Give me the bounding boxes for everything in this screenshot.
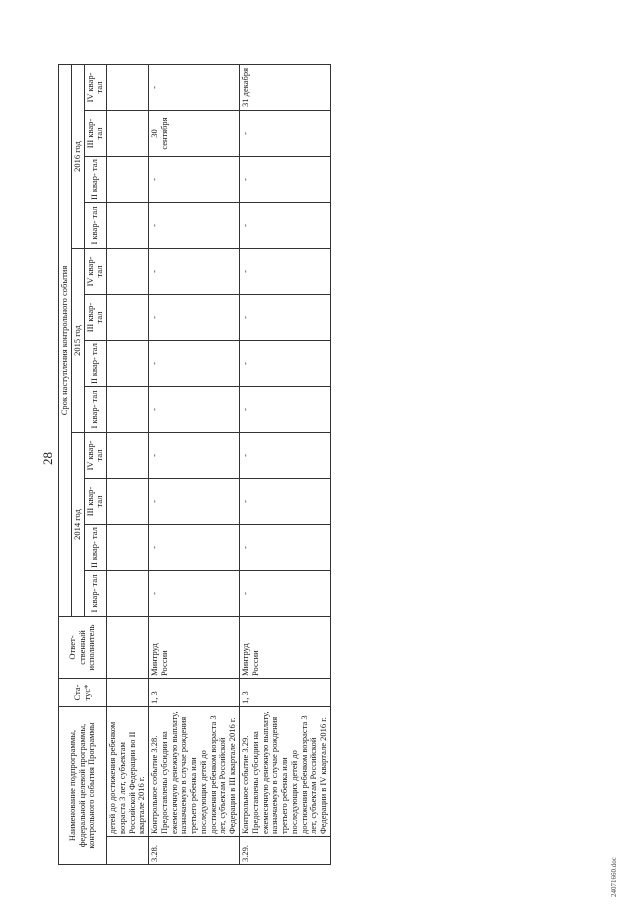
header-quarter: III квар- тал [84, 295, 107, 341]
deadline-cell: - [149, 249, 240, 295]
continuation-row [107, 65, 149, 865]
event-status: 1, 3 [149, 679, 240, 707]
header-responsible: Ответ- ственный исполнитель [59, 617, 107, 679]
continuation-text: детей до достижения ребенком возраста 3 лет, субъектам Российской Федерации во II квартале 2016 г. [107, 707, 149, 837]
header-quarter: I квар- тал [84, 571, 107, 617]
event-status: 1, 3 [240, 679, 331, 707]
header-quarter: I квар- тал [84, 203, 107, 249]
deadline-cell: - [149, 157, 240, 203]
deadline-cell: - [240, 203, 331, 249]
deadline-cell: - [240, 433, 331, 479]
deadline-cell: - [240, 341, 331, 387]
deadline-cell: - [240, 295, 331, 341]
header-status: Ста- тус* [59, 679, 107, 707]
deadline-cell: - [149, 571, 240, 617]
deadline-cell: - [240, 479, 331, 525]
header-quarter: III квар- тал [84, 111, 107, 157]
event-name: Контрольное событие 3.28. Предоставлены субсидии на ежемесячную денежную выплату, назначаемую в случае рождения третьего ребенка или последующих детей до достижения ребенком возраста 3 лет, субъектам Российской Федерации в III квартале 2016 г. [149, 707, 240, 837]
deadline-cell: - [149, 387, 240, 433]
document-filename: 24071660.doc [610, 857, 618, 897]
header-deadline: Срок наступления контрольного события [59, 65, 72, 617]
deadline-cell: - [149, 433, 240, 479]
header-year-2016: 2016 год [71, 65, 84, 249]
header-quarter: IV квар- тал [84, 65, 107, 111]
header-quarter: III квар- тал [84, 479, 107, 525]
header-quarter: II квар- тал [84, 341, 107, 387]
deadline-cell: - [240, 111, 331, 157]
deadline-cell: - [240, 157, 331, 203]
control-events-table [58, 64, 331, 865]
header-year-2014: 2014 год [71, 433, 84, 617]
deadline-cell: - [240, 525, 331, 571]
header-name: Наименование подпрограммы, федеральной целевой программы, контрольного события Программы [59, 707, 107, 865]
row-number: 3.28. [149, 837, 240, 865]
deadline-cell: - [149, 203, 240, 249]
header-quarter: I квар- тал [84, 387, 107, 433]
deadline-cell: - [149, 341, 240, 387]
event-responsible: Минтруд России [149, 617, 240, 679]
deadline-cell: 30 сентября [149, 111, 240, 157]
deadline-cell: 31 декабря [240, 65, 331, 111]
header-year-2015: 2015 год [71, 249, 84, 433]
deadline-cell: - [240, 249, 331, 295]
deadline-cell: - [149, 525, 240, 571]
header-quarter: II квар- тал [84, 157, 107, 203]
table-row [240, 65, 331, 865]
event-name: Контрольное событие 3.29. Предоставлены субсидии на ежемесячную денежную выплату, назначаемую в случае рождения третьего ребенка или последующих детей до достижения ребенком возраста 3 лет, субъектам Российской Федерации в IV квартале 2016 г. [240, 707, 331, 837]
table-header [59, 65, 107, 865]
table-row [149, 65, 240, 865]
deadline-cell: - [240, 571, 331, 617]
deadline-cell: - [149, 65, 240, 111]
page-number: 28 [40, 452, 55, 465]
deadline-cell: - [149, 295, 240, 341]
row-number: 3.29. [240, 837, 331, 865]
deadline-cell: - [240, 387, 331, 433]
header-quarter: IV квар- тал [84, 249, 107, 295]
header-quarter: II квар- тал [84, 525, 107, 571]
event-responsible: Минтруд России [240, 617, 331, 679]
header-quarter: IV квар- тал [84, 433, 107, 479]
deadline-cell: - [149, 479, 240, 525]
